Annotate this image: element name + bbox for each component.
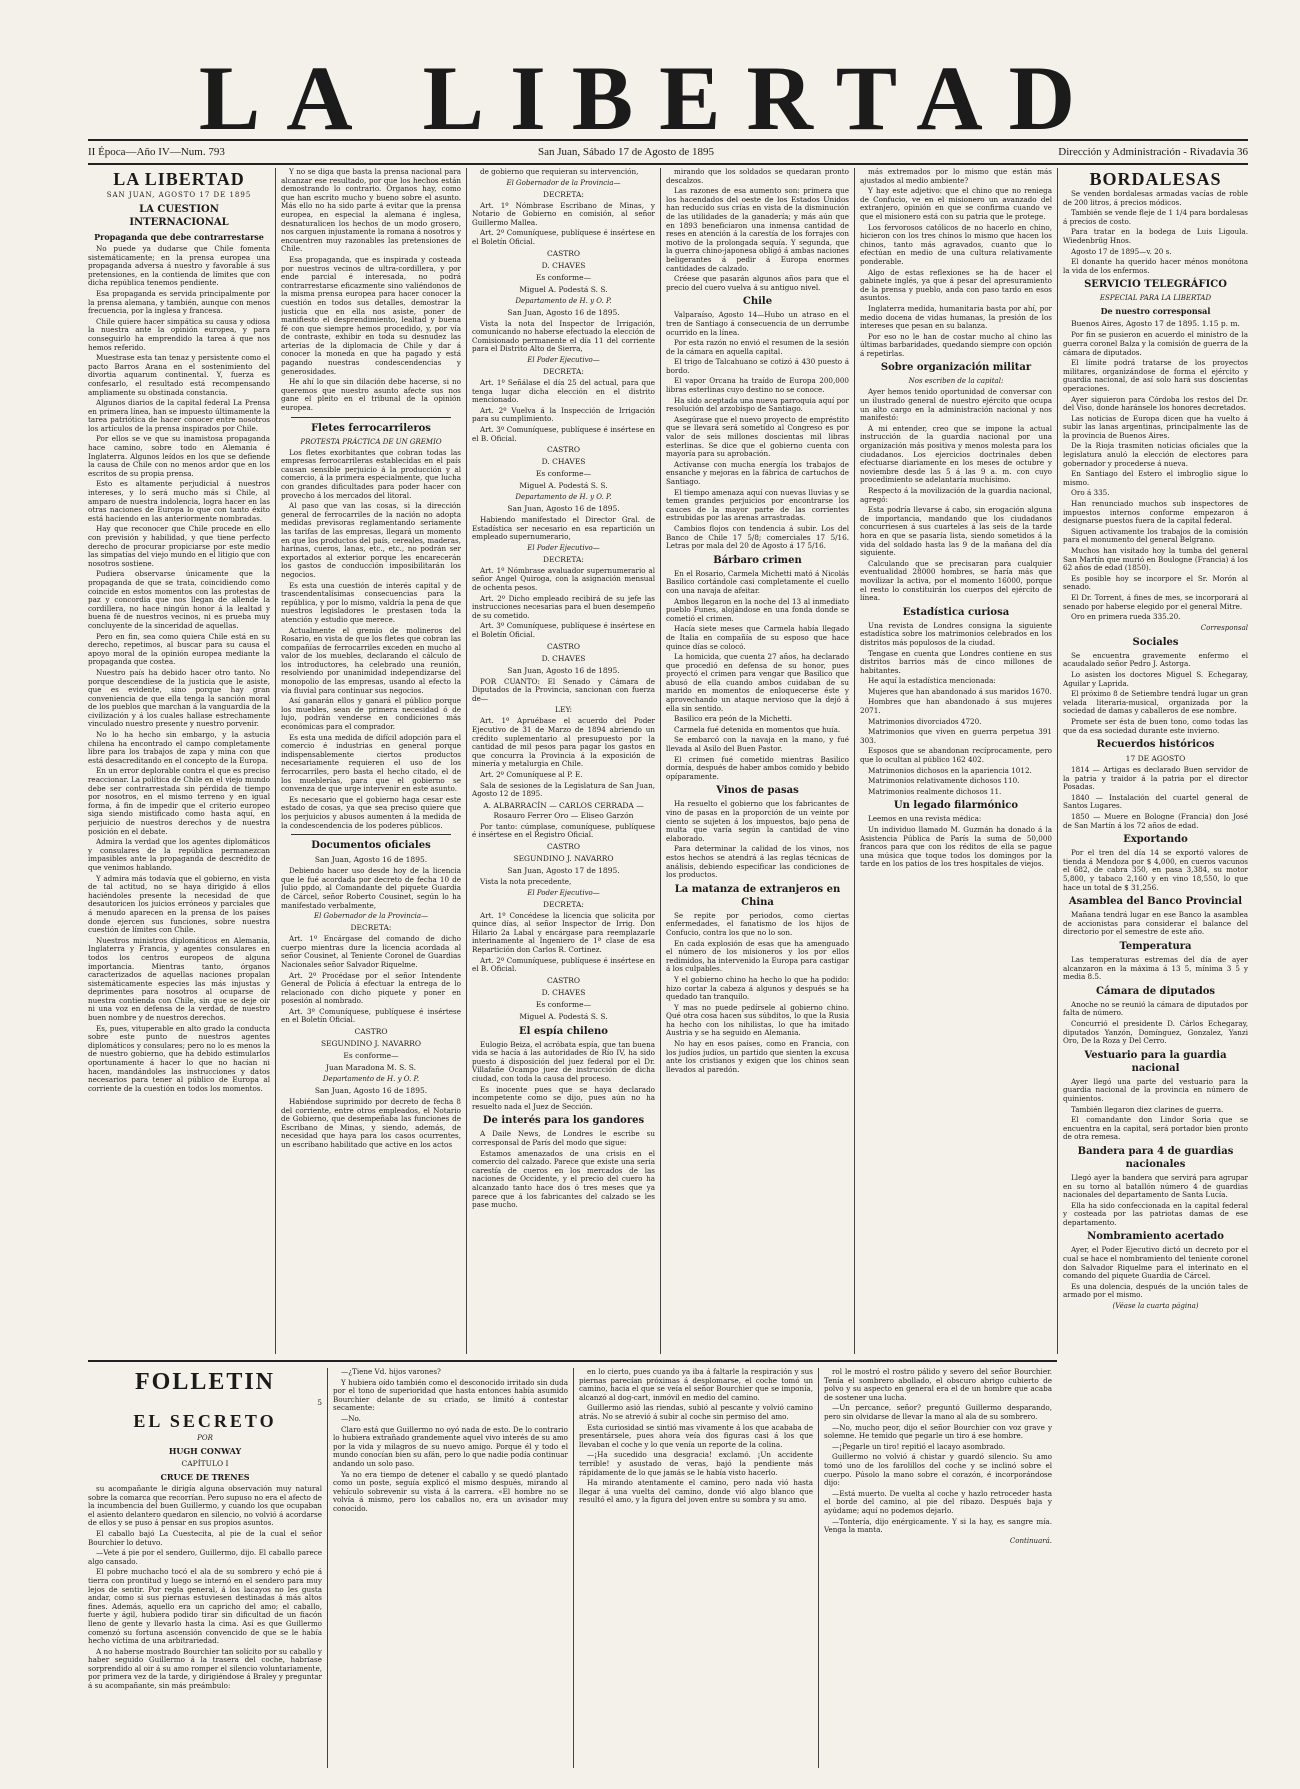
paragraph: Por eso no le han de costar mucho al chino las últimas barbaridades, quedando siempre con opción á repetirlas. bbox=[860, 331, 1052, 358]
paragraph: Es necesario que el gobierno haga cesar este estado de cosas, ya que sea preciso quiere que los perjuicios y abusos aumenten á la medida de la condescendencia de los poderes públicos. bbox=[281, 794, 461, 830]
signature: D. CHAVES bbox=[541, 260, 586, 270]
paragraph: POR CUANTO: El Senado y Cámara de Diputados de la Provincia, sancionan con fuerza de— bbox=[472, 676, 655, 703]
separator bbox=[291, 417, 451, 418]
article-title: Estadística curiosa bbox=[902, 606, 1010, 618]
paragraph: Oro en primera rueda 335.20. bbox=[1071, 612, 1181, 622]
signature: D. CHAVES bbox=[541, 457, 586, 467]
paragraph: su acompañante le dirigía alguna observación muy natural sobre la comarca que recorrían. Pero supuso no era el afecto de la incumbencia del buen Guillermo, y cuando los que ocupaban el asiento delantero quedaron en silencio, no volvió á acordarse de ellos y se puso á pensar en sus propios asuntos. bbox=[88, 1484, 322, 1528]
la-libertad-heading: LA LIBERTAD bbox=[113, 169, 245, 189]
folletin-rule bbox=[88, 1360, 1057, 1362]
paragraph: Los fletes exorbitantes que cobran todas las empresas ferrocarrileras establecidas en el país causan sensible perjuicio á la producción y al comercio, á la primera especialmente, que lucha con grandes dificultades para poder hacer con provecho á los mercados del litoral. bbox=[281, 447, 461, 500]
paragraph: De la Rioja trasmiten noticias oficiales que la legislatura anuló la elección de electores para gobernador y procederse á nueva. bbox=[1063, 441, 1248, 468]
paragraph: Vista la nota del Inspector de Irrigación, comunicando no haberse efectuado la elección de Comisionado permanente el día 11 del corriente para el Distrito Alto de Sierra, bbox=[472, 318, 655, 354]
paragraph: Es posible hoy se incorpore el Sr. Morón al senado. bbox=[1063, 573, 1248, 592]
decreta: DECRETA: bbox=[350, 923, 392, 933]
paragraph: Actualmente el gremio de molineros del Rosario, en vista de que los fletes que cobran las compañías de ferrocarriles exceden en mucho al valor de los muebles, declarando el cálculo de los introductores, ha celebrado una reunión, resolviendo por unanimidad independizarse del monopolio de las empresas, usando al efecto la vía fluvial para continuar sus negocios. bbox=[281, 625, 461, 695]
paragraph: Esta podría llevarse á cabo, sin erogación alguna de importancia, mandando que los ciudadanos concurriesen á sus cuarteles á las seis de la tarde hora en que se pasaría lista, siendo sometidos á la vida del soldado hasta las 9 de la mañana del día siguiente. bbox=[860, 505, 1052, 558]
paragraph: Es una dolencia, después de la unción tales de armado por el mismo. bbox=[1063, 1281, 1248, 1300]
paragraph: Las temperaturas estremas del día de ayer alcanzaron en la máxima á 13 5, mínima 3 5 y media 8.5. bbox=[1063, 955, 1248, 982]
paragraph: —No, mucho peor, dijo el señor Bourchier con voz grave y solemne. He temido que pegarle un tiro á ese hombre. bbox=[824, 1422, 1052, 1441]
paragraph: Se encuentra gravemente enfermo el acaudalado señor Pedro J. Astorga. bbox=[1063, 650, 1248, 669]
paragraph: Leemos en una revista médica: bbox=[868, 814, 982, 824]
paragraph: He ahí lo que sin dilación debe hacerse, si no queremos que nuestro asunto afecte sus nos gane el pleito en el tribunal de la opinión europea. bbox=[281, 377, 461, 413]
paragraph: —Está muerto. De vuelta al coche y hazlo retroceder hasta el borde del camino, al pie del ribazo. Después baja y ayúdame; aquí no podemos dejarlo. bbox=[824, 1488, 1052, 1515]
paragraph: Art. 2º Comuníquese, publíquese é insértese en el Boletín Oficial. bbox=[472, 228, 655, 246]
paragraph: El comandante don Lindor Soria que se encuentra en la capital, será portador bien pronto de otra remesa. bbox=[1063, 1115, 1248, 1142]
dateline: SAN JUAN, AGOSTO 17 DE 1895 bbox=[106, 191, 252, 199]
paragraph: Ella ha sido confeccionada en la capital federal y costeada por las patriotas damas de ese departamento. bbox=[1063, 1200, 1248, 1227]
signature: D. CHAVES bbox=[541, 653, 586, 663]
paragraph: Mañana tendrá lugar en ese Banco la asamblea de accionistas para considerar el balance del directorio por el semestre de este año. bbox=[1063, 910, 1248, 937]
column-rule bbox=[854, 168, 855, 1354]
paragraph: Ayer llegó una parte del vestuario para la guardia nacional de la provincia en número de quinientos. bbox=[1063, 1076, 1248, 1103]
article-subtitle: De nuestro corresponsal bbox=[1100, 306, 1211, 317]
paragraph: El trigo de Talcahuano se cotizó á 430 puesto á bordo. bbox=[666, 357, 849, 375]
paragraph: Algunos diarios de la capital federal La Prensa en primera línea, han se impuesto últimamente la tarea patriótica de hacer conocer entre nosotros los artículos de la prensa inspirados por Chile. bbox=[88, 398, 270, 433]
article-title: Cámara de diputados bbox=[1095, 985, 1215, 997]
paragraph: A Daile News, de Londres le escribe su corresponsal de París del modo que sigue: bbox=[472, 1129, 655, 1148]
folletin-column-2 bbox=[333, 1368, 568, 1768]
paragraph: Inglaterra medida, humanitaria basta por ahí, por medio docena de vidas humanas, la presión de los intereses que pesan en su balanza. bbox=[860, 303, 1052, 331]
direccion-info: Dirección y Administración - Rivadavia 36 bbox=[1058, 146, 1248, 158]
paragraph: Créese que pasarán algunos años para que el precio del cuero vuelva á su antiguo nivel. bbox=[666, 274, 849, 292]
article-title: Fletes ferrocarrileros bbox=[311, 422, 431, 434]
paragraph: Se venden bordalesas armadas vacías de roble de 200 litros, á precios módicos. bbox=[1063, 189, 1248, 207]
column-rule bbox=[275, 168, 276, 1354]
paragraph: En un error deplorable contra el que es preciso reaccionar. La política de Chile en el viejo mundo debe ser contrarrestada sin pérdida de tiempo por nosotros, en el mismo terreno y en igual forma, á fin de impedir que el criterio europeo siga siendo mistificado como hasta aquí, en perjuicio de nuestros derechos y de nuestra posición en el debate. bbox=[88, 766, 270, 836]
paragraph: El próximo 8 de Setiembre tendrá lugar un gran velada literaria-musical, organizada por la sociedad de damas y caballeros de ese nombre. bbox=[1063, 689, 1248, 716]
paragraph: Al paso que van las cosas, si la dirección general de ferrocarriles de la nación no adopta medidas previsoras reglamentando seriamente las tarifas de las empresas, llegará un momento en que los productos del país, cereales, maderas, harinas, cueros, lanas, etc., etc., no podrán ser exportados al exterior porque les encarecerán los gastos de conducción imposibilitarán los negocios. bbox=[281, 501, 461, 579]
paragraph: 1840 — Instalación del cuartel general de Santos Lugares. bbox=[1063, 792, 1248, 811]
paragraph: Se repite por periodos, como ciertas enfermedades, el fanatismo de los hijos de Confucio, contra los que no lo son. bbox=[666, 910, 849, 937]
column-rule bbox=[660, 168, 661, 1354]
doc-date: San Juan, Agosto 17 de 1895. bbox=[507, 865, 620, 875]
paragraph: Guillermo no volvió á chistar y guardó silencio. Su amo tomó uno de los farolillos del coche y se inclinó sobre el cuerpo. Púsolo la mano sobre el corazón, é incorporándose dijo: bbox=[824, 1452, 1052, 1488]
paragraph: Por fin se pusieron en acuerdo el ministro de la guerra coronel Balza y la comisión de guerra de la cámara de diputados. bbox=[1063, 330, 1248, 357]
paragraph: —¡Pegarle un tiro! repitió el lacayo asombrado. bbox=[832, 1441, 1005, 1451]
paragraph: Y no se diga que basta la prensa nacional para alcanzar ese resultado, por que los hechos están demostrando lo contrario. Órganos hay, como que han escrito mucho y bueno sobre el asunto. Más ello no ha sido parte á evitar que la prensa europea, en especial la alemana é inglesa, desnaturalicen los hechos de un modo grosero, nos carguen injustamente la romana á nosotros y encuentren muy razonables las pretensiones de Chile. bbox=[281, 168, 461, 254]
paragraph: 1850 — Muere en Bologne (Francia) don José de San Martín á los 72 años de edad. bbox=[1063, 812, 1248, 830]
ley: LEY: bbox=[554, 705, 572, 715]
issue-info: II Época—Año IV—Num. 793 bbox=[88, 146, 225, 158]
paragraph: Art. 2º Comuníquese, publíquese é insértese en el B. Oficial. bbox=[472, 955, 655, 974]
masthead: LA LIBERTAD bbox=[198, 47, 1102, 149]
column-3 bbox=[472, 168, 655, 1354]
paragraph: Matrimonios realmente dichosos 11. bbox=[868, 786, 1002, 796]
paragraph: Habiendo manifestado el Director Gral. de Estadística ser necesario en esa repartición un empleado supernumerario, bbox=[472, 515, 655, 542]
paragraph: Respecto á la movilización de la guardia nacional, agregó: bbox=[860, 486, 1052, 504]
paragraph: Art. 2º Dicho empleado recibirá de su jefe las instrucciones necesarias para el buen desempeño de su cometido. bbox=[472, 593, 655, 620]
conforme: Es conforme— bbox=[535, 469, 592, 479]
paragraph: Ha resuelto el gobierno que los fabricantes de vino de pasas en la proporción de un veinte por ciento se sujeten á los impuestos, bajo pena de multa que varía según la cantidad de vino elaborado. bbox=[666, 799, 849, 843]
poder: El Poder Ejecutivo— bbox=[527, 888, 600, 897]
signature: CASTRO bbox=[546, 641, 581, 651]
column-4 bbox=[666, 168, 849, 1354]
paragraph: 1814 — Artigas es declarado Buen servidor de la patria y traidor á la patria por el director Posadas. bbox=[1063, 765, 1248, 792]
article-subtitle: ESPECIAL PARA LA LIBERTAD bbox=[1099, 294, 1212, 303]
article-title: Sobre organización militar bbox=[880, 362, 1032, 374]
paragraph: Las razones de esa aumento son: primera que los hacendados del oeste de los Estados Unidos han reducido sus crías en vista de la disminución de las utilidades de la ganadería; y más aún que en 1893 beneficiaron una inmensa cantidad de reses en atención á la carestía de los forrajes con motivo de la prolongada sequía. Y segunda, que la guerra chino-japonesa obligó á ambas naciones beligerantes á pedir á Europa enormes cantidades de calzado. bbox=[666, 186, 849, 273]
paragraph: rol le mostró el rostro pálido y severo del señor Bourchier. Tenía el sombrero abollado, el obscuro abrigo cubierto de polvo y su aspecto en general era el de un hombre que acaba de sostener una lucha. bbox=[824, 1368, 1052, 1402]
paragraph: Promete ser ésta de buen tono, como todas las que da esa sociedad durante este invierno. bbox=[1063, 716, 1248, 735]
paragraph: Estamos amenazados de una crisis en el comercio del calzado. Parece que existe una seria carestía de cueros en los mercados de las naciones de Occidente, y el precio del cuero ha alcanzado tanto hace dos ó tres meses que ya parece que á los fabricantes del calzado se les pase mucho. bbox=[472, 1148, 655, 1210]
article-title: Bandera para 4 de guardias nacionales bbox=[1077, 1145, 1234, 1170]
paragraph: Art. 1º Apruébase el acuerdo del Poder Ejecutivo de 31 de Marzo de 1894 abriendo un crédito suplementario al presupuesto por la cantidad de mil pesos para pagar los gastos en que concurra la Provincia á la exposición de minería y metalurgia en Chile. bbox=[472, 716, 655, 769]
paragraph: Eulogio Beiza, el acróbata espía, que tan buena vida se hacía á las autoridades de Río IV, ha sido puesto á disposición del juez federal por el Dr. Villafañe Ocampo juez de instrucción de dicha ciudad, con toda la causa del proceso. bbox=[472, 1039, 655, 1084]
paragraph: También llegaron diez clarines de guerra. bbox=[1071, 1104, 1224, 1114]
paragraph: Actívanse con mucha energía los trabajos de ensanche y mejoras en la fábrica de cartuchos de Santiago. bbox=[666, 459, 849, 486]
signature: Corresponsal bbox=[1200, 623, 1248, 632]
paragraph: Art. 2º Procédase por el señor Intendente General de Policía á efectuar la entrega de lo relacionado con dicho piquete y poner en posesión al nombrado. bbox=[281, 970, 461, 1006]
paragraph: No hay en esos países, como en Francia, con los judíos judíos, un partido que sienten la excusa ante los cristianos y exigen que los chinos sean llevados al paredón. bbox=[666, 1039, 849, 1074]
paragraph: Ya no era tiempo de detener el caballo y se quedó plantado como un poste, seguía explicó el mismo después, mirando al vehículo sobrevenir su vista á la carrera. «El hombre no se volvía á mismo, pero los caballos no, era un avisador muy conocido. bbox=[333, 1469, 568, 1513]
doc-gov: El Gobernador de la Provincia— bbox=[506, 178, 621, 187]
decreta: DECRETA: bbox=[543, 189, 584, 199]
paragraph: de gobierno que requieran su intervención, bbox=[480, 168, 639, 176]
folletin-column-1 bbox=[88, 1368, 322, 1768]
paragraph: Muchos han visitado hoy la tumba del general San Martín que murió en Boulogne (Francia) á los 62 años de edad (1850). bbox=[1063, 546, 1248, 573]
poder: El Poder Ejecutivo— bbox=[527, 355, 600, 364]
article-title: Vestuario para la guardia nacional bbox=[1084, 1049, 1227, 1074]
article-title: Sociales bbox=[1132, 636, 1179, 648]
paragraph: Se embarcó con la navaja en la mano, y fué llevada al Asilo del Buen Pastor. bbox=[666, 735, 849, 754]
paragraph: Y el gobierno chino ha hecho lo que ha podido: hizo cortar la cabeza á algunos y después se ha quedado tan tranquilo. bbox=[666, 974, 849, 1002]
paragraph: Sala de sesiones de la Legislatura de San Juan, Agosto 12 de 1895. bbox=[472, 780, 655, 799]
paragraph: Valparaíso, Agosto 14—Hubo un atraso en el tren de Santiago á consecuencia de un derrumbe ocurrido en la línea. bbox=[666, 310, 849, 337]
article-title: Asamblea del Banco Provincial bbox=[1068, 896, 1243, 908]
doc-date: San Juan, Agosto 16 de 1895. bbox=[314, 855, 428, 865]
paragraph: Vista la nota precedente, bbox=[480, 876, 572, 886]
issue-date: San Juan, Sábado 17 de Agosto de 1895 bbox=[538, 146, 714, 158]
article-title: Bárbaro crimen bbox=[713, 554, 802, 566]
paragraph: Agosto 17 de 1895—v. 20 s. bbox=[1071, 246, 1172, 256]
doc-date: San Juan, Agosto 16 de 1895. bbox=[507, 504, 620, 514]
paragraph: Lo asisten los doctores Miguel S. Echegaray, Aguilar y Laprida. bbox=[1063, 669, 1248, 688]
column-6 bbox=[1063, 168, 1248, 1768]
paragraph: Nuestro país ha debido hacer otro tanto. No porque descendiese de la justicia que le asiste, que es evidente, sino porque hay gran conveniencia de que ella tenga la sanción moral de los pueblos que marchan á la vanguardia de la civilización y á los cuales hallase estrechamente vinculado nuestro presente y nuestro porvenir. bbox=[88, 667, 270, 729]
column-1 bbox=[88, 168, 270, 1354]
paragraph: Calculando que se precisaran para cualquier eventualidad 28000 hombres, se haría más que movilizar la activa, por el momento 16000, porque el resto lo constituirán los cuerpos del ejército de línea. bbox=[860, 558, 1052, 603]
paragraph: Esposos que se abandonan recíprocamente, pero que lo ocultan al público 162 402. bbox=[860, 746, 1052, 765]
paragraph: Oro á 335. bbox=[1071, 488, 1110, 498]
article-subtitle: Nos escriben de la capital: bbox=[908, 377, 1004, 386]
paragraph: El caballo bajó La Cuestecita, al pie de la cual el señor Bourchier lo detuvo. bbox=[88, 1528, 322, 1547]
column-2 bbox=[281, 168, 461, 1354]
paragraph: Esta curiosidad se sintió mas vivamente á los que acababa de presentársele, pues ahora veía dos figuras casi á los que llevaban el coche y lo que venía un reporte de la colina. bbox=[579, 1422, 813, 1449]
paragraph: Art. 3º Comuníquese, publíquese é insértese en el Boletín Oficial. bbox=[472, 621, 655, 640]
signature: Miguel A. Podestá S. S. bbox=[519, 1011, 608, 1021]
signature: Miguel A. Podestá S. S. bbox=[519, 481, 608, 491]
article-title: SERVICIO TELEGRÁFICO bbox=[1084, 279, 1227, 291]
paragraph: Art. 1º Señálase el día 25 del actual, para que tenga lugar dicha elección en el distrito mencionado. bbox=[472, 377, 655, 405]
paragraph: Guillermo asió las riendas, subió al pescante y volvió camino atrás. No se atrevió á subir al coche sin permiso del amo. bbox=[579, 1403, 813, 1421]
folletin-number: 5 bbox=[317, 1398, 322, 1407]
article-title: Exportando bbox=[1123, 834, 1188, 846]
conforme: Es conforme— bbox=[343, 1051, 399, 1061]
paragraph: Es, pues, vituperable en alto grado la conducta sobre este punto de nuestros agentes diplomáticos y consulares; pero no lo es menos la de nuestro gobierno, que ha debido estimularlos oportunamente á hacer lo que no hacían ni hacen, mandándoles las instrucciones y datos necesarios para tener al público de Europa al corriente de la cuestión en todos los momentos. bbox=[88, 1023, 270, 1093]
paragraph: Claro está que Guillermo no oyó nada de esto. De lo contrario lo hubiera extrañado grandemente aquel vivo interés de su amo por la vida y milagros de su nuevo amigo. Porque él y todo el mundo conocían bien su afán, pero lo que nadie podía continuar andando un solo paso. bbox=[333, 1424, 568, 1468]
paragraph: Hacía siete meses que Carmela había llegado de Italia en compañía de su esposo que hace quince días se colocó. bbox=[666, 624, 849, 651]
signature: D. CHAVES bbox=[541, 987, 586, 997]
paragraph: Esa propaganda es servida principalmente por la prensa alemana, y también, aunque con menos frecuencia, por la inglesa y francesa. bbox=[88, 288, 270, 316]
paragraph: Ayer hemos tenido oportunidad de conversar con un ilustrado general de nuestro ejército que ocupa un alto cargo en la administración nacional y nos manifestó: bbox=[860, 387, 1052, 423]
paragraph: en lo cierto, pues cuando ya iba á faltarle la respiración y sus piernas parecían próximas á desplomarse, el coche tomó un camino, hacia el que se veía el señor Bourchier que se imponía, alcanzó al dog-cart, inmóvil en medio del camino. bbox=[579, 1368, 813, 1402]
paragraph: Ha sido aceptada una nueva parroquia aquí por resolución del arzobispo de Santiago. bbox=[666, 395, 849, 414]
paragraph: Admira la verdad que los agentes diplomáticos y consulares de la república permanezcan impasibles ante la propaganda de descrédito de que venimos hablando. bbox=[88, 837, 270, 872]
paragraph: Debiendo hacer uso desde hoy de la licencia que le fué acordada por decreto de fecha 10 de Julio ppdo, al Comandante del piquete Guardia de Cárcel, señor Roberto Cousinet, según lo ha manifestado verbalmente, bbox=[281, 866, 461, 910]
paragraph: Art. 1º Encárgase del comando de dicho cuerpo mientras dure la licencia acordada al señor Cousinet, al Teniente Coronel de Guardias Nacionales señor Salvador Riquelme. bbox=[281, 934, 461, 969]
paragraph: Matrimonios dichosos en la apariencia 1012. bbox=[868, 765, 1032, 775]
paragraph: Cambios flojos con tendencia á subir. Los del Banco de Chile 17 5/8; comerciales 17 5/16. Letras por mala del 20 de Agosto á 17 5/16. bbox=[666, 523, 849, 551]
paragraph: El tiempo amenaza aquí con nuevas lluvias y se temen grandes perjuicios por encontrarse los cauces de la mayor parte de las corrientes estrubidas por las arenas arrastradas. bbox=[666, 487, 849, 523]
decreta: DECRETA: bbox=[543, 554, 584, 564]
novel-title: EL SECRETO bbox=[133, 1411, 277, 1431]
paragraph: Art. 3º Comuníquese, publíquese é insértese en el Boletín Oficial. bbox=[281, 1006, 461, 1025]
paragraph: Matrimonios divorciados 4720. bbox=[868, 716, 982, 726]
department: Departamento de H. y O. P. bbox=[322, 1075, 420, 1084]
chapter-title: CRUCE DE TRENES bbox=[160, 1472, 250, 1482]
conforme: Es conforme— bbox=[535, 999, 592, 1009]
signature: CASTRO bbox=[546, 248, 581, 258]
paragraph: Por el tren del día 14 se exportó valores de tienda á Mendoza por $ 4,000, en cueros vacunos el 682, de cabra 350, en pasa 3,384, su motor 5,800, y tabaco 2,160 y en vino 18,550, lo que hace un total de $ 31,256. bbox=[1063, 848, 1248, 892]
folletin-column-4 bbox=[824, 1368, 1052, 1768]
paragraph: Esto es altamente perjudicial á nuestros intereses, y lo será mucho más si Chile, al amparo de nuestra indolencia, logra hacer en las otras naciones de Europa lo que con tanto éxito está haciendo en las anteriormente nombradas. bbox=[88, 479, 270, 523]
paragraph: —¿Tiene Vd. hijos varones? bbox=[341, 1368, 441, 1376]
paragraph: Por ellos se ve que su inamistosa propaganda hace camino, sobre todo en Alemania é Inglaterra. Algunos leídos en los que se defiende la causa de Chile con no menos ardor que en los escritos de su propia prensa. bbox=[88, 434, 270, 478]
article-title: Documentos oficiales bbox=[311, 840, 431, 852]
paragraph: Y hay este adjetivo: que el chino que no reniega de Confucio, ve en el misionero un avanzado del extranjero, opinión en que se confirma cuando ve que el misionero está con su patria que le protege. bbox=[860, 186, 1052, 221]
paragraph: Una revista de Londres consigna la siguiente estadística sobre los matrimonios celebrados en los distritos más populosos de la ciudad. bbox=[860, 620, 1052, 647]
paragraph: Concurrió el presidente D. Cárlos Echegaray, diputados Yanzón, Domínguez, Gonzalez, Yanzi Oro, De la Roza y Del Cerro. bbox=[1063, 1018, 1248, 1046]
department: Departamento de H. y O. P. bbox=[515, 493, 612, 502]
paragraph: Art. 1º Nómbrase avaluador supernumerario al señor Angel Quiroga, con la asignación mensual de ochenta pesos. bbox=[472, 565, 655, 593]
signature: Juan Maradona M. S. S. bbox=[325, 1063, 417, 1073]
column-rule bbox=[327, 1368, 328, 1768]
article-title: La matanza de extranjeros en China bbox=[674, 883, 841, 908]
paragraph: Asegúrase que el nuevo proyecto de empréstito que se llevará será sometido al Congreso es por valor de seis millones doscientas mil libras esterlinas. Se dice que el gobierno cuenta con mayoría para su aprobación. bbox=[666, 414, 849, 459]
decreta: DECRETA: bbox=[543, 366, 584, 376]
paragraph: Hombres que han abandonado á sus mujeres 2071. bbox=[860, 697, 1052, 716]
article-title: De interés para los gandores bbox=[482, 1115, 645, 1127]
dateline: 17 DE AGOSTO bbox=[1125, 754, 1186, 764]
paragraph: Para determinar la calidad de los vinos, nos estos hechos se atendrá á las reglas técnicas de análisis, debiendo especificar las condiciones de los productos. bbox=[666, 844, 849, 880]
paragraph: Ayer, el Poder Ejecutivo dictó un decreto por el cual se hace el nombramiento del teniente coronel don Salvador Riquelme para el interinato en el comando del piquete Guardia de Cárcel. bbox=[1063, 1245, 1248, 1281]
paragraph: —¡Ha sucedido una desgracia! exclamó. ¡Un accidente terrible! y asustado de veras, bajó la pendiente más rápidamente de lo que jamás se le había visto hacerlo. bbox=[579, 1450, 813, 1477]
paragraph: Llegó ayer la bandera que servirá para agrupar en su torno al batallón número 4 de guardias nacionales del departamento de Santa Lucía. bbox=[1063, 1172, 1248, 1200]
signature: SEGUNDINO J. NAVARRO bbox=[513, 853, 614, 863]
paragraph: Las noticias de Europa dicen que ha vuelto á subir las lanas argentinas, principalmente las de la provincia de Buenos Aires. bbox=[1063, 413, 1248, 440]
column-rule bbox=[1057, 168, 1058, 1354]
separator bbox=[291, 834, 451, 835]
paragraph: Nuestros ministros diplomáticos en Alemania, Inglaterra y Francia, y agentes consulares en todos los centros europeos de alguna importancia. Mientras tanto, órganos caracterizados de aquellas naciones propalan sistemáticamente especies las más injustas y deprimentes para nosotros al ocuparse de nuestra contienda con Chile, sin que se deje oir ni una voz en defensa de la verdad, de nuestro buen nombre y de nuestros derechos. bbox=[88, 935, 270, 1023]
novel-author: HUGH CONWAY bbox=[168, 1446, 242, 1456]
paragraph: El crimen fué cometido mientras Basilico dormía, después de haber ambos comido y bebido opíparamente. bbox=[666, 754, 849, 781]
paragraph: mirando que los soldados se quedaran pronto descalzos. bbox=[666, 168, 849, 185]
paragraph: Art. 1º Nómbrase Escribano de Minas, y Notario de Gobierno en comisión, al señor Guillermo Mallea. bbox=[472, 200, 655, 227]
paragraph: más extremados por lo mismo que están más ajustados al medio ambiente? bbox=[860, 168, 1052, 185]
column-5 bbox=[860, 168, 1052, 1354]
paragraph: Ambos llegaron en la noche del 13 al inmediato pueblo Funes, alojándose en una fonda donde se cometió el crimen. bbox=[666, 596, 849, 623]
article-title: Recuerdos históricos bbox=[1096, 739, 1215, 751]
paragraph: Los fervorosos católicos de no hacerlo en chino, hicieron con los tres chinos lo mismo que hacen los chinos, tanto más agravados, cuanto que lo efectúan en medio de una cultura relativamente ponderable. bbox=[860, 222, 1052, 266]
continuara: Continuará. bbox=[1009, 1536, 1052, 1545]
signature: Miguel A. Podestá S. S. bbox=[519, 284, 608, 294]
paragraph: Matrimonios relativamente dichosos 110. bbox=[868, 776, 1020, 786]
paragraph: Tengase en cuenta que Londres contiene en sus distritos barrios más de cinco millones de habitantes. bbox=[860, 648, 1052, 675]
paragraph: Pero en fin, sea como quiera Chile está en su derecho, repetimos, al buscar para su causa el apoyo moral de la opinión europea mediante la propaganda que costea. bbox=[88, 631, 270, 667]
paragraph: Y admira más todavía que el gobierno, en vista de tal actitud, no se haya dirigido á ellos haciéndoles presente la necesidad de que desautoricen los juicios erróneos y parciales que á menudo aparecen en la prensa de los países donde ejercen sus funciones, sobre nuestra cuestión de límites con Chile. bbox=[88, 873, 270, 935]
signature: A. ALBARRACÍN — CARLOS CERRADA — Rosauro Ferrer Oro — Eliseo Garzón bbox=[483, 800, 644, 820]
column-rule bbox=[573, 1368, 574, 1768]
article-title: Un legado filarmónico bbox=[893, 800, 1019, 812]
conforme: Es conforme— bbox=[535, 272, 592, 282]
paragraph: —Un percance, señor? preguntó Guillermo desparando, pero sin olvidarse de llevar la mano al ala de su sombrero. bbox=[824, 1403, 1052, 1421]
paragraph: Es inocente pues que se haya declarado incompetente como se dijo, pues aún no ha resuelto nada el Juez de Sección. bbox=[472, 1084, 655, 1111]
paragraph: Es esta una medida de difícil adopción para el comercio é industrias en general porque indispensablemente ciertos productos necesariamente requieren el uso de los ferrocarriles, pero basta el hecho citado, el de los mueblerías, para que el gobierno se convenza de que urge intervenir en este asunto. bbox=[281, 732, 461, 794]
paragraph: Chile quiere hacer simpática su causa y odiosa la nuestra ante la opinión europea, y para conseguirlo ha emprendido la tarea á que nos hemos referido. bbox=[88, 316, 270, 352]
column-rule bbox=[818, 1368, 819, 1768]
doc-date: San Juan, Agosto 16 de 1895. bbox=[507, 307, 620, 317]
chapter-number: CAPÍTULO I bbox=[181, 1459, 229, 1468]
paragraph: Art. 2º Comuníquese al P. E. bbox=[480, 769, 583, 779]
paragraph: Y mas no puede pedírsele al gobierno chino. Qué otra cosa hacen sus súbditos, lo que la Rusia ha hecho con los nihilistas, lo que ha imitado Austria y se ha seguido en Alemania. bbox=[666, 1002, 849, 1038]
paragraph: También se vende fleje de 1 1/4 para bordalesas á precios de costo. bbox=[1063, 208, 1248, 226]
paragraph: En el Rosario, Carmela Michetti mató á Nicolás Basilico cortándole casi completamente el cuello con una navaja de afeitar. bbox=[666, 568, 849, 595]
paragraph: Art. 2º Vuelva á la Inspección de Irrigación para su cumplimiento. bbox=[472, 405, 655, 424]
info-bar bbox=[88, 139, 1248, 165]
paragraph: Ha mirando atentamente el camino, pero nada vió hasta llegar á una vuelta del camino, donde vió algo blanco que resultó el amo, y la figura del joven entre su sombra y su amo. bbox=[579, 1478, 813, 1505]
paragraph: Habiéndose suprimido por decreto de fecha 8 del corriente, entre otros empleados, el Notario de Gobierno, que desempeñaba las funciones de Escribano de Minas, y siendo, además, de necesidad que haya para los casos ocurrentes, un escribano habilitado que active en los actos bbox=[281, 1097, 461, 1150]
article-title: Vinos de pasas bbox=[716, 785, 799, 797]
paragraph: Art. 1º Concédese la licencia que solicita por quince días, al señor Inspector de Irrig. Don Hilario 2a Labal y encárgase para reemplazarle interinamente al Ingeniero de 1ª clase de esa Repartición don Carlos R. Cortinez. bbox=[472, 910, 655, 954]
paragraph: No lo ha hecho sin embargo, y la astucia chilena ha encontrado el campo completamente libre para los trabajos de zapa y mina con que está desacreditando en el concepto de la Europa. bbox=[88, 730, 270, 765]
paragraph: Es esta una cuestión de interés capital y de trascendentalísimas consecuencias para la república, y por lo mismo, valdría la pena de que nuestros legisladores le prestasen toda la atención y estudio que merece. bbox=[281, 580, 461, 624]
paragraph: No puede ya dudarse que Chile fomenta sistemáticamente; en la prensa europea una propaganda adversa á nuestro y favorable á sus pretensiones, en la contienda de límites que con dicha república tenemos pendiente. bbox=[88, 244, 270, 288]
article-title: Propaganda que debe contrarrestarse bbox=[94, 232, 264, 242]
signature: CASTRO bbox=[354, 1027, 388, 1037]
see-page-note: (Véase la cuarta página) bbox=[1112, 1302, 1199, 1311]
paragraph: A mi entender, creo que se impone la actual instrucción de la guardia nacional por una organización más positiva y menos molesta para los ciudadanos. Los ejercicios doctrinales deben efectuarse diariamente en los meses de octubre y noviembre desde las 5 á las 9 a. m. con cuyo procedimiento se adelantaría muchísimo. bbox=[860, 423, 1052, 485]
paragraph: El vapor Orcana ha traído de Europa 200,000 libras esterlinas cuyo destino no se conoce. bbox=[666, 376, 849, 395]
paragraph: El Dr. Torrent, á fines de mes, se incorporará al senado por haberse elegido por el general Mitre. bbox=[1063, 592, 1248, 611]
paragraph: Y hubiera oído también como el desconocido irritado sin duda por el tono de superioridad que hasta entonces había asumido Bourchier delante de su criado, se limitó á contestar secamente: bbox=[333, 1377, 568, 1413]
paragraph: Muestrase esta tan tenaz y persistente como el pacto Barros Arana en el sostenimiento del divortia aquarum continental. Y, fuerza es confesarlo, el resultado está recompensando ampliamente su obstinada constancia. bbox=[88, 353, 270, 397]
por-label: POR bbox=[197, 1434, 213, 1442]
paragraph: Algo de estas reflexiones se ha de hacer el gabinete inglés, ya que á pesar del apresuramiento de la prensa y pueblo, anda con paso tardo en esos asuntos. bbox=[860, 267, 1052, 303]
paragraph: Ayer siguieron para Córdoba los restos del Dr. del Viso, donde haránsele los honores decretados. bbox=[1063, 394, 1248, 413]
section-heading: LA CUESTION INTERNACIONAL bbox=[129, 204, 229, 228]
paragraph: Siguen activamente los trabajos de la comisión para el monumento del general Belgrano. bbox=[1063, 526, 1248, 545]
article-title: Nombramiento acertado bbox=[1087, 1231, 1224, 1243]
article-title: Temperatura bbox=[1119, 941, 1192, 952]
paragraph: En cada explosión de esas que ha amenguado el número de los misioneros y los por ellos redimidos, ha intervenido la Europa para castigar á los culpables. bbox=[666, 938, 849, 974]
signature: SEGUNDINO J. NAVARRO bbox=[320, 1039, 422, 1049]
paragraph: La homicida, que cuenta 27 años, ha declarado que procedió en defensa de su honor, pues proyectó el crimen para vengar que Basilico que abusó de ella cuando ambos cuidaban de su marido en momentos de enloquecerse éste y aprovechando un ataque nervioso que la dejó á ella sin sentido. bbox=[666, 652, 849, 713]
paragraph: Hay que reconocer que Chile procede en ello con previsión y habilidad, y que tiene perfecto derecho de procurar propiciarse por este medio las simpatías del viejo mundo en el litigio que con nosotros sostiene. bbox=[88, 524, 270, 568]
article-title: Chile bbox=[742, 296, 773, 308]
article-title: El espía chileno bbox=[519, 1025, 608, 1037]
department: Departamento de H. y O. P. bbox=[515, 296, 612, 305]
poder: El Poder Ejecutivo— bbox=[527, 543, 600, 552]
folletin-title: FOLLETIN bbox=[134, 1369, 276, 1395]
doc-date: San Juan, Agosto 16 de 1895. bbox=[507, 665, 620, 675]
article-subtitle: PROTESTA PRÁCTICA DE UN GREMIO bbox=[300, 437, 442, 446]
column-rule bbox=[466, 168, 467, 1354]
paragraph: El límite podrá tratarse de los proyectos militares, organizándose de forma el ejército y guardia nacional, de así solo hará sus doscientas operaciones. bbox=[1063, 358, 1248, 393]
paragraph: Un individuo llamado M. Guzmán ha donado á la Asistencia Pública de París la suma de 50,000 francos para que con los réditos de ella se pague una música que toque todos los domingos por la tarde en los patios de los tres hospitales de viejos. bbox=[860, 825, 1052, 869]
paragraph: He aquí la estadística mencionada: bbox=[868, 676, 996, 686]
paragraph: Anoche no se reunió la cámara de diputados por falta de número. bbox=[1063, 999, 1248, 1018]
signature: CASTRO bbox=[546, 975, 581, 985]
paragraph: Por tanto: cúmplase, comuníquese, publíquese é insértese en el Registro Oficial. bbox=[472, 821, 655, 840]
paragraph: Así ganarán ellos y ganará el público porque los muebles, sean de primera necesidad ó de lujo, podrán venderse en condiciones más económicas para el comprador. bbox=[281, 696, 461, 732]
paragraph: —No. bbox=[341, 1413, 361, 1423]
signature: CASTRO bbox=[546, 841, 581, 851]
paragraph: Han renunciado muchos sub inspectores de impuestos internos conforme empezaron á designarse puestos fuera de la capital federal. bbox=[1063, 499, 1248, 526]
paragraph: Matrimonios que viven en guerra perpetua 391 303. bbox=[860, 727, 1052, 745]
folletin-column-3 bbox=[579, 1368, 813, 1768]
paragraph: Art. 3º Comuníquese, publíquese é insértese en el B. Oficial. bbox=[472, 424, 655, 443]
paragraph: Mujeres que han abandonado á sus maridos 1670. bbox=[868, 686, 1052, 696]
dateline: Buenos Aires, Agosto 17 de 1895. 1.15 p. m. bbox=[1071, 319, 1240, 329]
paragraph: Por esta razón no envió el resumen de la sesión de la cámara en aquella capital. bbox=[666, 338, 849, 356]
paragraph: Basilico era peón de la Michetti. bbox=[674, 714, 793, 724]
paragraph: Carmela fué detenida en momentos que huía. bbox=[674, 724, 841, 734]
paragraph: En Santiago del Estero el imbroglio sigue lo mismo. bbox=[1063, 469, 1248, 487]
paragraph: —Vete á pie por el sendero, Guillermo, dijo. El caballo parece algo cansado. bbox=[88, 1548, 322, 1566]
paragraph: El pobre muchacho tocó el ala de su sombrero y echó pie á tierra con prontitud y luego se internó en el sendero para muy lejos de sentir. Por regla general, á los lacayos no les gusta andar, como si sus piernas estuviesen destinadas á más altos fines. Además, aquello era un capricho del amo; el caballo, fuerte y ágil, hubiera podido tirar sin dificultad de un fiacón lleno de gente y llevarlo hasta la cima. Así es que Guillermo comenzó su fortuna ascensión convencido de que se le había hecho víctima de una arbitrariedad. bbox=[88, 1567, 322, 1646]
paragraph: A no haberse mostrado Bourchier tan solícito por su caballo y haber seguido Guillermo á la trasera del coche, habríase sorprendido al oir á su amo romper el silencio voluntariamente, por primera vez de la tarde, y dirigiéndose á Braley y preguntar á su acompañante, sin más preámbulo: bbox=[88, 1646, 322, 1691]
paragraph: El donante ha querido hacer ménos monótona la vida de los enfermos. bbox=[1063, 257, 1248, 275]
bordalesas-heading: BORDALESAS bbox=[1089, 169, 1222, 189]
paragraph: —Tontería, dijo enérgicamente. Y si la hay, es sangre mía. Venga la manta. bbox=[824, 1516, 1052, 1535]
doc-gov: El Gobernador de la Provincia— bbox=[313, 912, 429, 921]
decreta: DECRETA: bbox=[543, 899, 584, 909]
paragraph: Para tratar en la bodega de Luis Ligoula. Wiedenbrüg Hnos. bbox=[1063, 227, 1248, 245]
doc-date: San Juan, Agosto 16 de 1895. bbox=[314, 1086, 428, 1096]
paragraph: Pudiera observarse únicamente que la propaganda de que se trata, coincidiendo como coincide en estos momentos con las protestas de paz y concordia que nos llegan de allende la cordillera, no hace ningún honor á la lealtad y buena fé de nuestros vecinos, ni es prueba muy concluyente de la sinceridad de aquellas. bbox=[88, 569, 270, 630]
paragraph: Esa propaganda, que es inspirada y costeada por nuestros vecinos de ultra-cordillera, y por ende parcial é interesada, no podrá contrarrestarse eficazmente sino valiéndonos de la misma prensa europea para hacer conocer la cuestión en todos sus detalles, demostrar la justicia que en ella nos asiste, poner de manifiesto el desprendimiento, lealtad y buena fé con que siempre hemos procedido, y, por vía de contraste, exhibir en toda su desnudez las arterias de la diplomacia de Chile y dar á conocer la moneda en que ha pagado y está pagando nuestras condescendencias y generosidades. bbox=[281, 254, 461, 376]
signature: CASTRO bbox=[546, 445, 581, 455]
